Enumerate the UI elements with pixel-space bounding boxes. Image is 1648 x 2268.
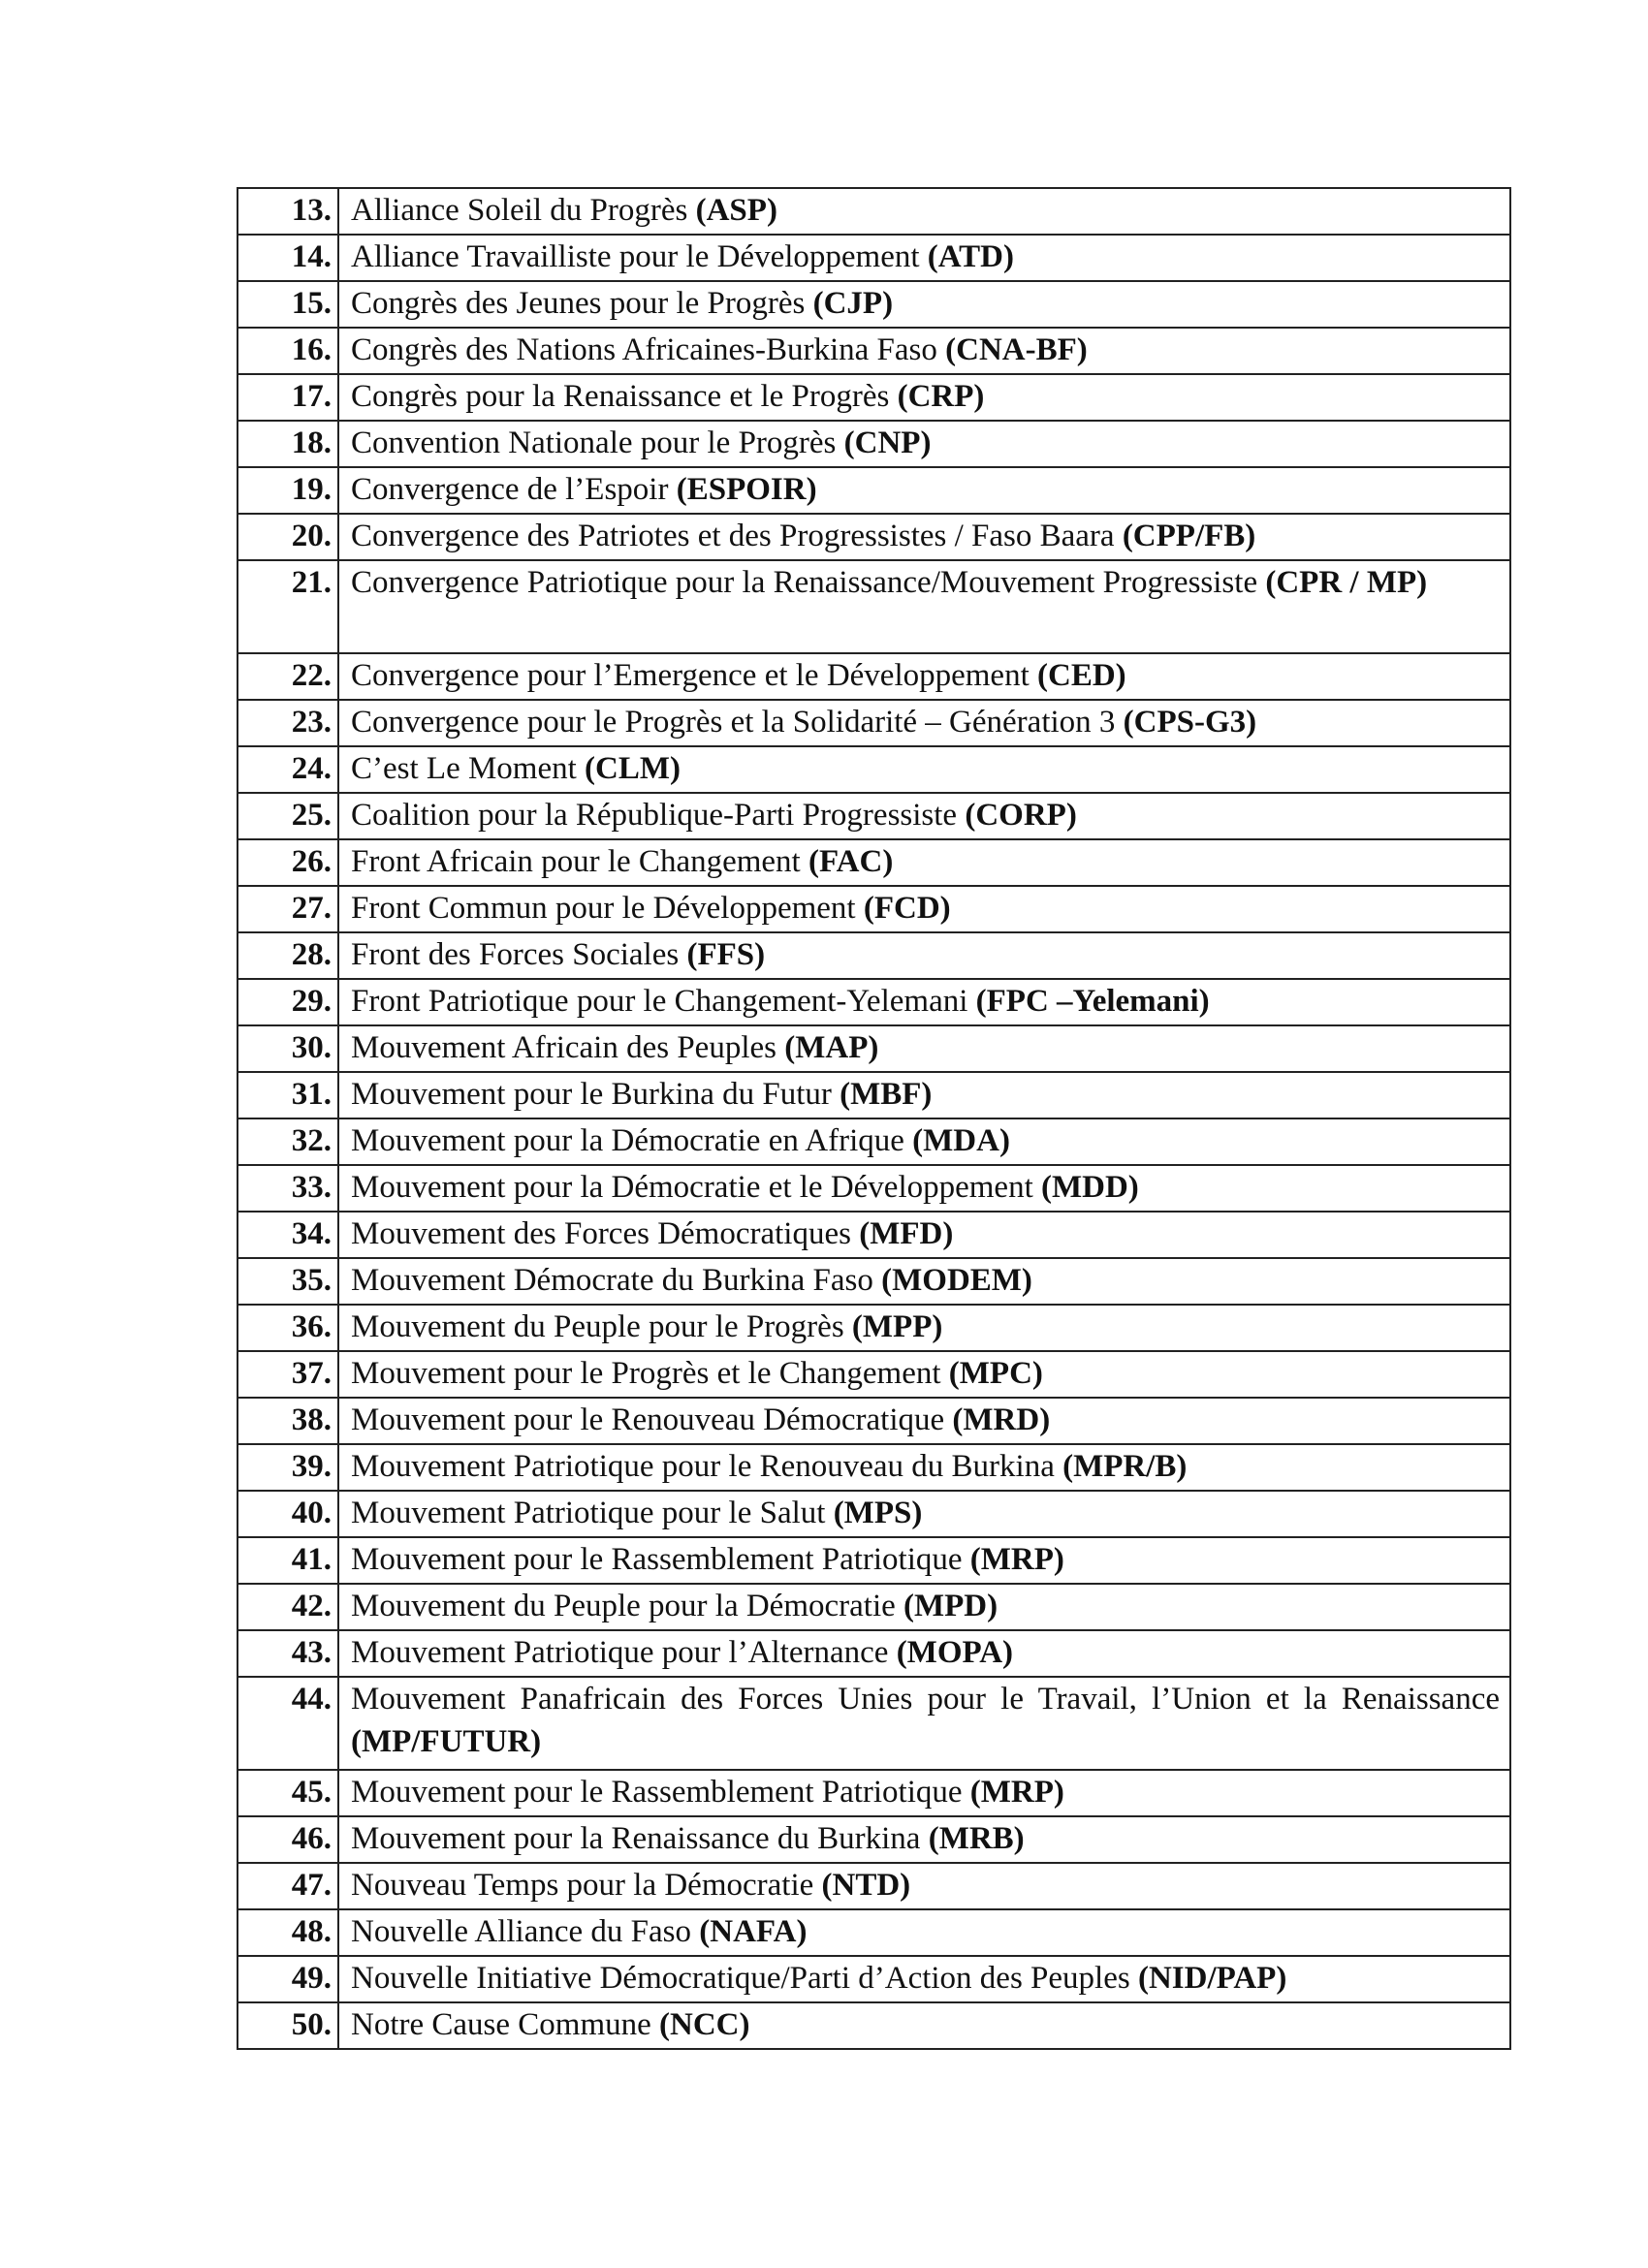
party-name: Alliance Travailliste pour le Développement — [351, 239, 928, 274]
party-row — [238, 467, 1510, 514]
party-acronym: (CNP) — [843, 425, 932, 460]
party-name-cell — [338, 1351, 1510, 1398]
party-acronym: (CPS-G3) — [1123, 705, 1257, 740]
party-acronym: (MOPA) — [896, 1635, 1014, 1670]
party-acronym: (MPD) — [903, 1589, 998, 1623]
party-row — [238, 1351, 1510, 1398]
party-acronym: (MDD) — [1041, 1170, 1139, 1205]
party-row — [238, 560, 1510, 653]
party-number: 40. — [238, 1491, 338, 1537]
party-name-cell — [338, 746, 1510, 793]
party-acronym: (MPP) — [851, 1309, 943, 1344]
party-acronym: (NCC) — [659, 2007, 750, 2042]
party-number: 22. — [238, 653, 338, 700]
party-number: 19. — [238, 467, 338, 514]
party-name: Notre Cause Commune — [351, 2007, 660, 2042]
party-acronym: (CLM) — [585, 751, 681, 786]
party-number: 48. — [238, 1909, 338, 1956]
party-acronym: (ASP) — [695, 193, 777, 228]
party-name: Nouvelle Alliance du Faso — [351, 1914, 700, 1949]
party-row — [238, 1072, 1510, 1118]
party-name: Nouvelle Initiative Démocratique/Parti d’Action des Peuples — [351, 1961, 1138, 1996]
party-row — [238, 1584, 1510, 1630]
party-acronym: (MODEM) — [881, 1263, 1032, 1298]
party-row — [238, 235, 1510, 281]
party-name: Mouvement pour la Démocratie et le Développement — [351, 1170, 1041, 1205]
party-name: Front des Forces Sociales — [351, 937, 687, 972]
party-number: 15. — [238, 281, 338, 328]
party-name: Mouvement pour la Renaissance du Burkina — [351, 1821, 929, 1856]
party-row — [238, 1165, 1510, 1212]
party-acronym: (FPC –Yelemani) — [975, 984, 1210, 1019]
party-number: 36. — [238, 1305, 338, 1351]
party-row — [238, 1118, 1510, 1165]
party-name: Mouvement du Peuple pour le Progrès — [351, 1309, 852, 1344]
party-acronym: (FAC) — [808, 844, 894, 879]
party-row — [238, 421, 1510, 467]
party-number: 29. — [238, 979, 338, 1025]
party-name: Front Commun pour le Développement — [351, 891, 864, 926]
party-number: 13. — [238, 188, 338, 235]
party-acronym: (FFS) — [686, 937, 766, 972]
party-name-cell — [338, 560, 1510, 653]
party-row — [238, 374, 1510, 421]
party-name: Mouvement Panafricain des Forces Unies pour le Travail, l’Union et la Renaissance — [351, 1682, 1500, 1717]
party-name-cell — [338, 1956, 1510, 2002]
party-name-cell — [338, 1258, 1510, 1305]
party-acronym: (CPR / MP) — [1265, 565, 1428, 600]
party-row — [238, 1537, 1510, 1584]
party-name: Mouvement pour le Renouveau Démocratique — [351, 1402, 953, 1437]
party-name: Mouvement Africain des Peuples — [351, 1030, 785, 1065]
party-number: 18. — [238, 421, 338, 467]
party-number: 14. — [238, 235, 338, 281]
party-acronym: (MAP) — [784, 1030, 879, 1065]
party-row — [238, 886, 1510, 932]
party-acronym: (MBF) — [840, 1077, 933, 1112]
party-acronym: (MRP) — [969, 1542, 1064, 1577]
party-number: 16. — [238, 328, 338, 374]
party-number: 39. — [238, 1444, 338, 1491]
party-acronym: (ESPOIR) — [676, 472, 817, 507]
party-row — [238, 932, 1510, 979]
party-name: Congrès des Nations Africaines-Burkina Faso — [351, 332, 946, 367]
party-name: C’est Le Moment — [351, 751, 586, 786]
party-row — [238, 1212, 1510, 1258]
party-number: 26. — [238, 839, 338, 886]
party-name-cell — [338, 932, 1510, 979]
party-number: 45. — [238, 1770, 338, 1816]
party-acronym: (NTD) — [821, 1868, 911, 1903]
party-acronym: (MFD) — [859, 1216, 954, 1251]
party-row — [238, 2002, 1510, 2049]
party-name: Convergence des Patriotes et des Progressistes / Faso Baara — [351, 519, 1123, 553]
party-name-cell — [338, 700, 1510, 746]
party-number: 46. — [238, 1816, 338, 1863]
party-name: Mouvement pour la Démocratie en Afrique — [351, 1123, 913, 1158]
party-number: 41. — [238, 1537, 338, 1584]
party-name-cell — [338, 886, 1510, 932]
party-number: 35. — [238, 1258, 338, 1305]
party-row — [238, 793, 1510, 839]
party-number: 23. — [238, 700, 338, 746]
party-acronym: (MPR/B) — [1062, 1449, 1188, 1484]
party-list-table — [237, 187, 1511, 2050]
party-name: Mouvement pour le Rassemblement Patriotique — [351, 1542, 970, 1577]
party-name: Convergence Patriotique pour la Renaissance/Mouvement Progressiste — [351, 565, 1266, 600]
party-acronym: (MPS) — [833, 1496, 923, 1530]
party-name: Convention Nationale pour le Progrès — [351, 425, 844, 460]
party-acronym: (NAFA) — [699, 1914, 808, 1949]
party-name: Convergence de l’Espoir — [351, 472, 677, 507]
party-number: 30. — [238, 1025, 338, 1072]
party-row — [238, 328, 1510, 374]
party-name-cell — [338, 1816, 1510, 1863]
party-name: Front Africain pour le Changement — [351, 844, 808, 879]
party-number: 47. — [238, 1863, 338, 1909]
party-acronym: (FCD) — [863, 891, 951, 926]
party-row — [238, 1909, 1510, 1956]
party-name-cell — [338, 328, 1510, 374]
party-acronym: (MP/FUTUR) — [351, 1724, 542, 1759]
party-number: 24. — [238, 746, 338, 793]
party-name-cell — [338, 1909, 1510, 1956]
party-row — [238, 1258, 1510, 1305]
party-acronym: (CNA-BF) — [945, 332, 1088, 367]
party-row — [238, 1305, 1510, 1351]
party-row — [238, 746, 1510, 793]
party-row — [238, 1491, 1510, 1537]
party-name-cell — [338, 281, 1510, 328]
party-acronym: (CJP) — [812, 286, 894, 321]
party-name: Convergence pour le Progrès et la Solidarité – Génération 3 — [351, 705, 1124, 740]
party-acronym: (NID/PAP) — [1137, 1961, 1287, 1996]
party-acronym: (ATD) — [927, 239, 1014, 274]
party-number: 17. — [238, 374, 338, 421]
party-name: Mouvement Patriotique pour le Renouveau du Burkina — [351, 1449, 1063, 1484]
party-name-cell — [338, 1863, 1510, 1909]
party-number: 33. — [238, 1165, 338, 1212]
party-name-cell — [338, 235, 1510, 281]
party-number: 49. — [238, 1956, 338, 2002]
party-name: Coalition pour la République-Parti Progressiste — [351, 798, 966, 833]
party-name-cell — [338, 1165, 1510, 1212]
party-name: Mouvement du Peuple pour la Démocratie — [351, 1589, 904, 1623]
party-number: 37. — [238, 1351, 338, 1398]
party-name: Mouvement pour le Progrès et le Changement — [351, 1356, 949, 1391]
party-name-cell — [338, 1212, 1510, 1258]
party-name: Front Patriotique pour le Changement-Yelemani — [351, 984, 976, 1019]
party-name-cell — [338, 467, 1510, 514]
party-acronym: (MRP) — [969, 1775, 1064, 1810]
party-name: Alliance Soleil du Progrès — [351, 193, 696, 228]
party-row — [238, 839, 1510, 886]
party-name: Mouvement Patriotique pour l’Alternance — [351, 1635, 897, 1670]
party-row — [238, 1770, 1510, 1816]
party-acronym: (MRD) — [952, 1402, 1051, 1437]
party-name-cell — [338, 1491, 1510, 1537]
party-row — [238, 281, 1510, 328]
party-name-cell — [338, 839, 1510, 886]
party-row — [238, 514, 1510, 560]
party-name-cell — [338, 2002, 1510, 2049]
party-row — [238, 1444, 1510, 1491]
party-number: 27. — [238, 886, 338, 932]
party-name-cell — [338, 374, 1510, 421]
party-row — [238, 1863, 1510, 1909]
party-name: Convergence pour l’Emergence et le Développement — [351, 658, 1038, 693]
party-name-cell — [338, 1072, 1510, 1118]
party-row — [238, 1630, 1510, 1677]
party-name-cell — [338, 793, 1510, 839]
party-row — [238, 1677, 1510, 1770]
party-name-cell — [338, 1444, 1510, 1491]
party-number: 44. — [238, 1677, 338, 1770]
party-number: 50. — [238, 2002, 338, 2049]
party-name-cell — [338, 1305, 1510, 1351]
party-acronym: (MPC) — [948, 1356, 1043, 1391]
party-name: Mouvement des Forces Démocratiques — [351, 1216, 860, 1251]
party-name-cell — [338, 1630, 1510, 1677]
party-acronym: (MDA) — [912, 1123, 1010, 1158]
party-name-cell — [338, 1584, 1510, 1630]
party-name: Congrès pour la Renaissance et le Progrès — [351, 379, 898, 414]
party-name-cell — [338, 1025, 1510, 1072]
party-number: 28. — [238, 932, 338, 979]
party-number: 25. — [238, 793, 338, 839]
party-name-cell — [338, 1537, 1510, 1584]
party-name-cell — [338, 1770, 1510, 1816]
party-number: 43. — [238, 1630, 338, 1677]
party-acronym: (CRP) — [897, 379, 985, 414]
party-name-cell — [338, 1677, 1510, 1770]
party-name: Mouvement Démocrate du Burkina Faso — [351, 1263, 882, 1298]
party-row — [238, 1956, 1510, 2002]
party-row — [238, 979, 1510, 1025]
party-name: Nouveau Temps pour la Démocratie — [351, 1868, 822, 1903]
party-number: 31. — [238, 1072, 338, 1118]
party-row — [238, 188, 1510, 235]
party-acronym: (CED) — [1037, 658, 1126, 693]
party-acronym: (MRB) — [928, 1821, 1025, 1856]
party-name-cell — [338, 1398, 1510, 1444]
party-name-cell — [338, 653, 1510, 700]
party-name: Mouvement Patriotique pour le Salut — [351, 1496, 834, 1530]
party-list-body — [238, 188, 1510, 2049]
party-acronym: (CORP) — [965, 798, 1077, 833]
party-name-cell — [338, 421, 1510, 467]
party-name-cell — [338, 514, 1510, 560]
party-number: 34. — [238, 1212, 338, 1258]
party-row — [238, 1025, 1510, 1072]
party-number: 38. — [238, 1398, 338, 1444]
party-row — [238, 700, 1510, 746]
party-number: 32. — [238, 1118, 338, 1165]
party-number: 21. — [238, 560, 338, 653]
party-name: Mouvement pour le Burkina du Futur — [351, 1077, 840, 1112]
party-name-cell — [338, 1118, 1510, 1165]
party-acronym: (CPP/FB) — [1122, 519, 1256, 553]
party-name: Congrès des Jeunes pour le Progrès — [351, 286, 813, 321]
party-name-cell — [338, 188, 1510, 235]
party-row — [238, 1816, 1510, 1863]
party-row — [238, 653, 1510, 700]
party-number: 20. — [238, 514, 338, 560]
party-name-cell — [338, 979, 1510, 1025]
party-name: Mouvement pour le Rassemblement Patriotique — [351, 1775, 970, 1810]
party-number: 42. — [238, 1584, 338, 1630]
party-row — [238, 1398, 1510, 1444]
